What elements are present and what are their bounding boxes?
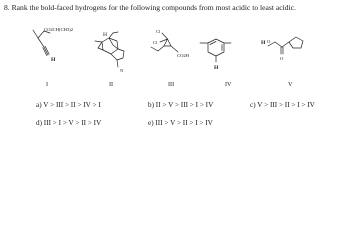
answer-letter: a): [36, 101, 42, 109]
compound-iii-numeral: III: [168, 81, 175, 88]
compound-ii-structure: [95, 32, 124, 67]
compound-v-hydrogen-label: H: [261, 40, 266, 46]
question-number: 8.: [4, 3, 10, 12]
answer-choice-b[interactable]: [148, 101, 213, 110]
compound-ii-hydrogen-label: H: [103, 32, 108, 38]
answer-text: II > V > III > I > IV: [155, 101, 214, 109]
compound-iv-numeral: IV: [225, 81, 232, 88]
answer-text: III > I > V > II > IV: [43, 119, 102, 127]
compound-i-ester-label: CO2CH(CH3)2: [44, 27, 74, 32]
compound-iii-chloro-label-1: Cl: [156, 29, 161, 34]
compound-iii-labels: [153, 29, 190, 58]
compound-iv-hydrogen-label: H: [214, 65, 219, 71]
answer-choice-a[interactable]: [36, 101, 101, 110]
answer-text: III > V > II > I > IV: [155, 119, 213, 127]
answer-choice-d[interactable]: [36, 119, 101, 128]
compound-i-numeral: I: [46, 81, 49, 88]
compound-iii-acid-label: CO2H: [177, 53, 189, 58]
compound-v-oxygen-label-2: O: [280, 56, 284, 61]
compound-iv-labels: [214, 65, 219, 71]
answer-letter: e): [148, 119, 154, 127]
answer-text: V > III > II > IV > I: [43, 101, 101, 109]
compound-iii-chloro-label-2: Cl: [153, 40, 158, 45]
answer-letter: b): [148, 101, 154, 109]
answer-choice-e[interactable]: [148, 119, 213, 128]
compound-v-labels: [261, 39, 284, 61]
answer-letter: c): [250, 101, 256, 109]
compound-v-numeral: V: [288, 81, 293, 88]
compound-i-hydrogen-label: H: [51, 57, 56, 63]
answer-text: V > III > II > I > IV: [257, 101, 315, 109]
answer-letter: d): [36, 119, 42, 127]
compound-ii-nitrogen-label: N: [120, 68, 124, 73]
answer-choice-c[interactable]: [250, 101, 315, 110]
compound-ii-numeral: II: [109, 81, 114, 88]
question-text: Rank the bold-faced hydrogens for the following compounds from most acidic to least acidic.: [11, 3, 296, 12]
compound-iv-structure: [200, 39, 231, 62]
compound-i-structure: [33, 30, 50, 56]
compound-v-oxygen-label-1: O: [267, 39, 271, 44]
compound-v-structure: [268, 37, 303, 54]
